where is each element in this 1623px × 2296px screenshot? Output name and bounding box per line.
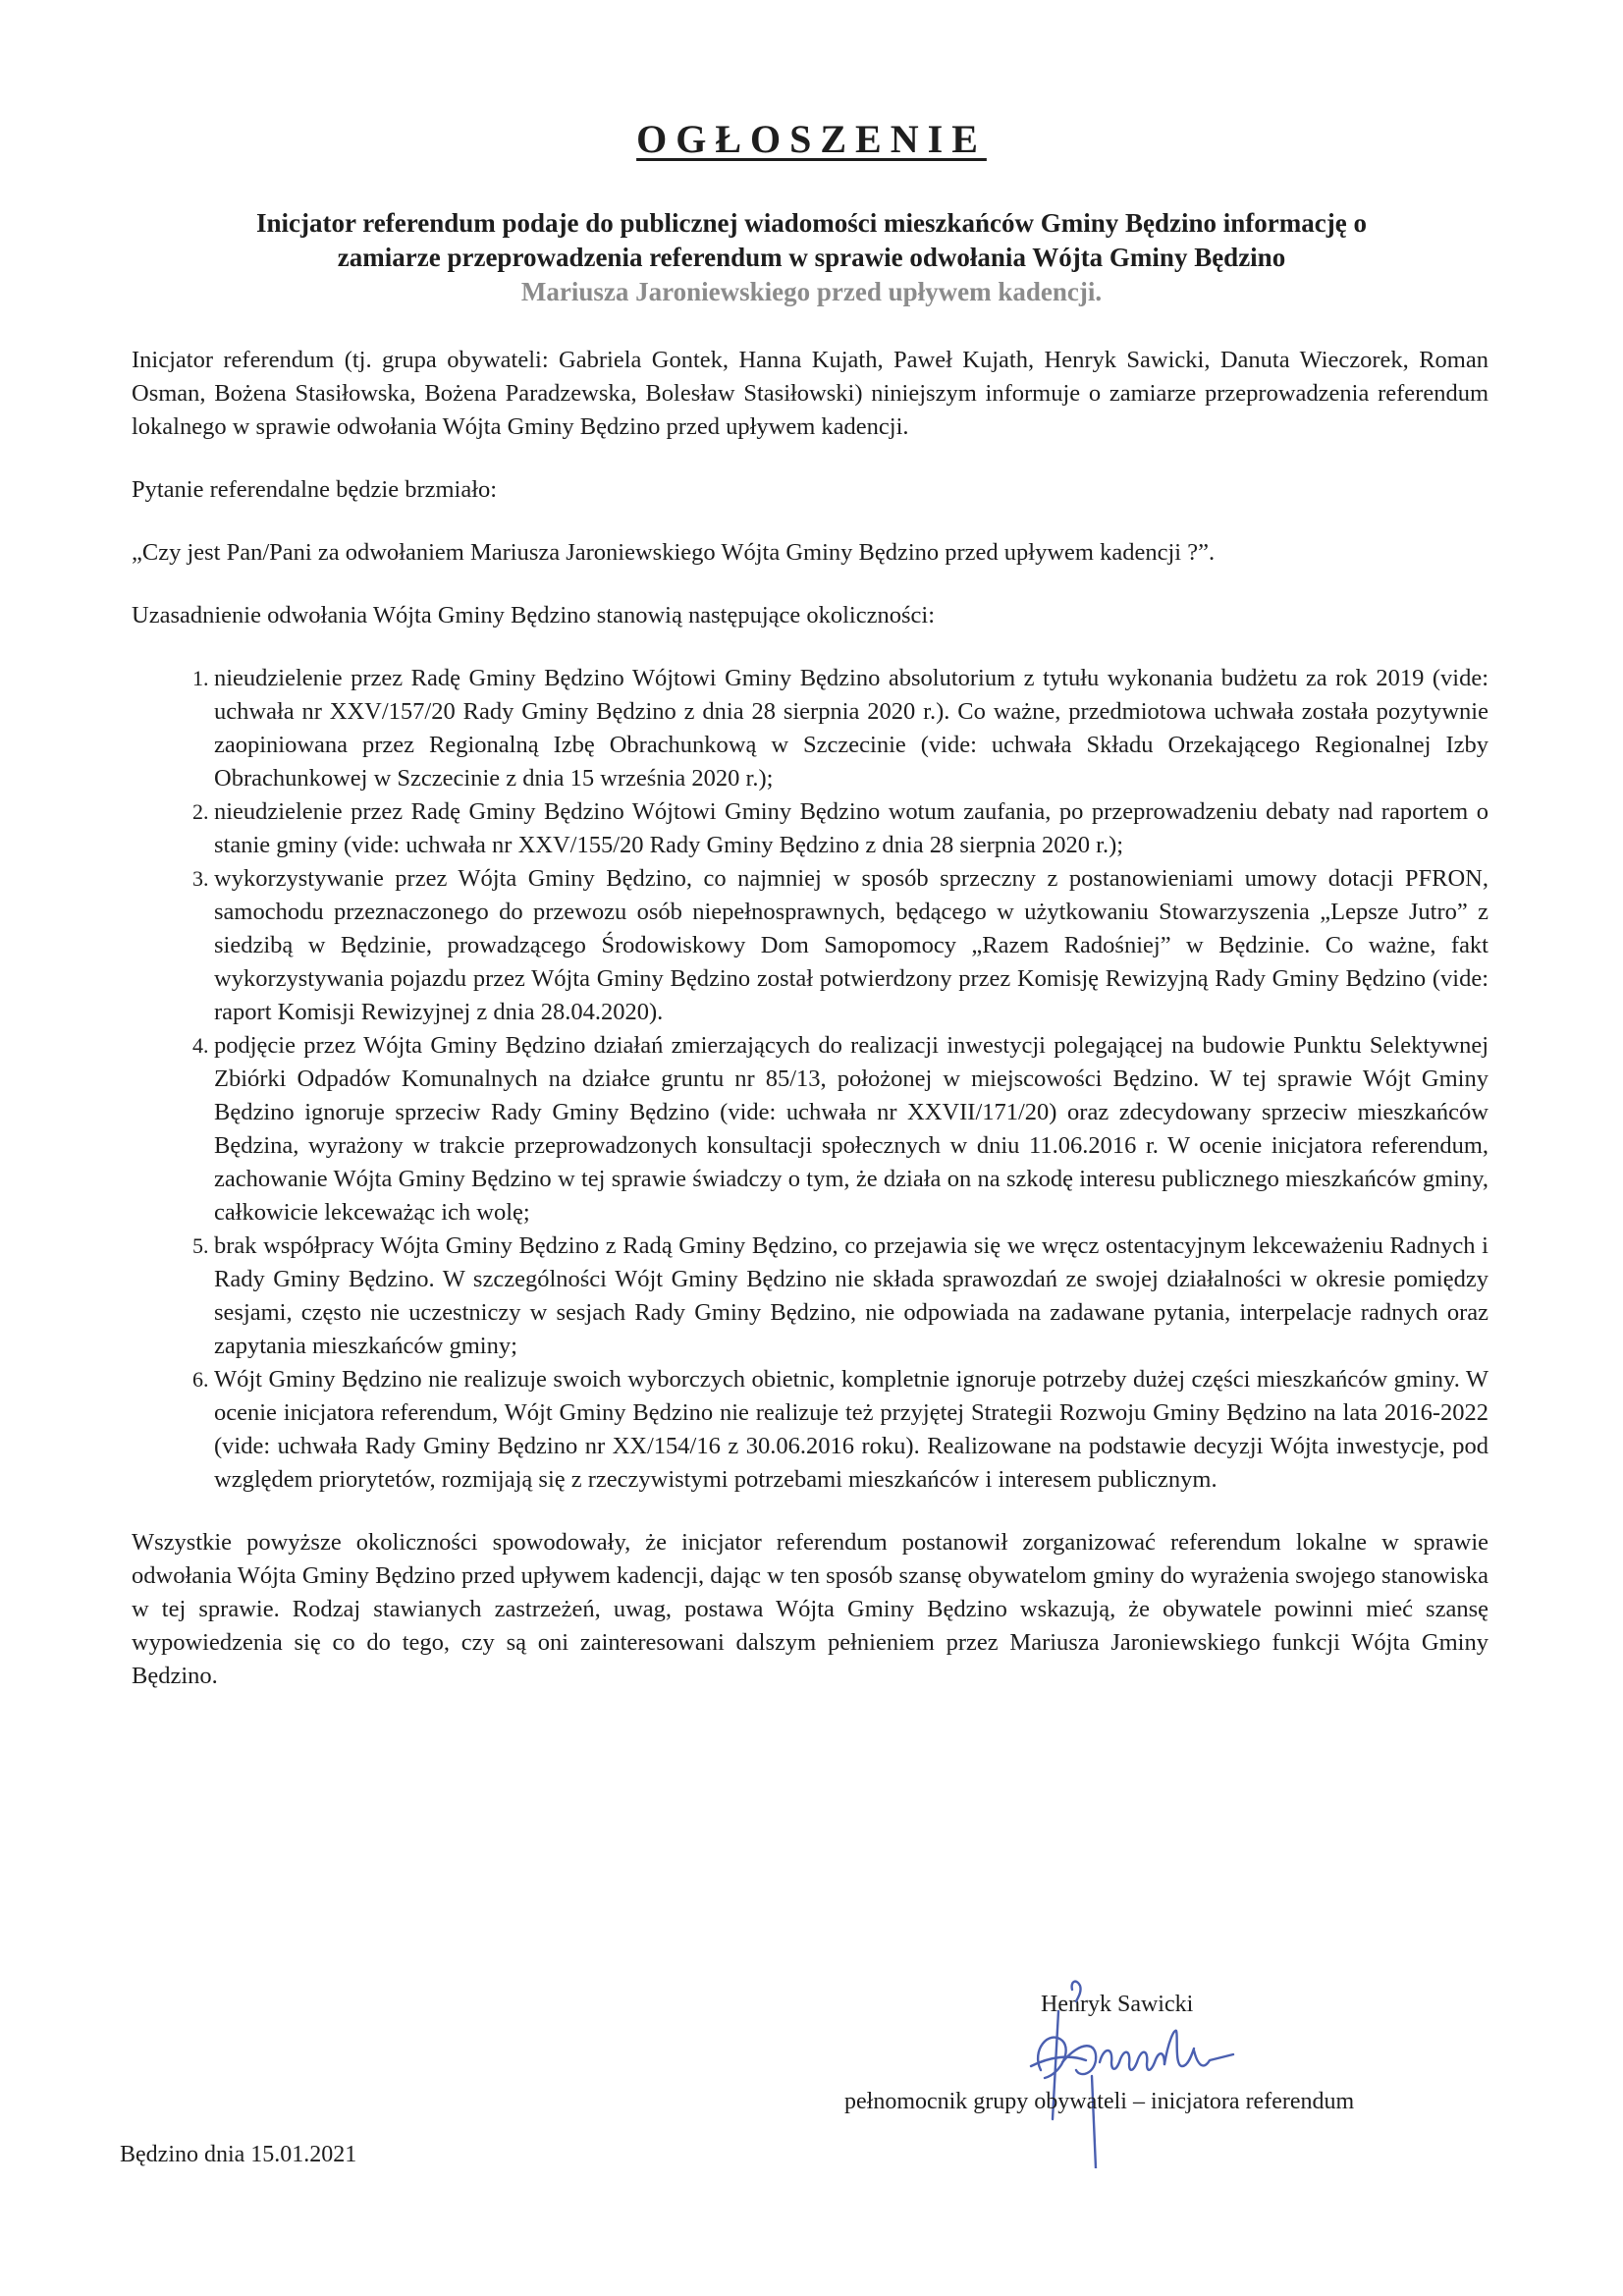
signatory-role: pełnomocnik grupy obywateli – inicjatora referendum [844, 2089, 1355, 2114]
reason-item: 5. brak współpracy Wójta Gminy Będzino z Radą Gminy Będzino, co przejawia się we wręcz ostentacyjnym lekceważeniu Radnych i Rady Gminy Będzino. W szczególności Wójt Gminy Będzino nie składa sprawozdań ze swojej działalności w okresie pomiędzy sesjami, często nie uczestniczy w sesjach Rady Gminy Będzino, nie odpowiada na zadawane pytania, interpelacje radnych oraz zapytania mieszkańców gminy; [214, 1230, 1488, 1363]
reason-item: 3. wykorzystywanie przez Wójta Gminy Będzino, co najmniej w sposób sprzeczny z postanowieniami umowy dotacji PFRON, samochodu przeznaczonego do przewozu osób niepełnosprawnych, będącego w użytkowaniu Stowarzyszenia „Lepsze Jutro” z siedzibą w Będzinie, prowadzącego Środowiskowy Dom Samopomocy „Razem Radośniej” w Będzinie. Co ważne, fakt wykorzystywania pojazdu przez Wójta Gminy Będzino został potwierdzony przez Komisję Rewizyjną Rady Gminy Będzino (vide: raport Komisji Rewizyjnej z dnia 28.04.2020). [214, 862, 1488, 1029]
question-lead: Pytanie referendalne będzie brzmiało: [132, 476, 498, 503]
document-title: OGŁOSZENIE [636, 117, 987, 161]
handwritten-signature [1001, 1972, 1257, 2168]
reason-item: 4. podjęcie przez Wójta Gminy Będzino działań zmierzających do realizacji inwestycji polegającej na budowie Punktu Selektywnej Zbiórki Odpadów Komunalnych na działce gruntu nr 85/13, położonej w miejscowości Będzino. W tej sprawie Wójt Gminy Będzino ignoruje sprzeciw Rady Gminy Będzino (vide: uchwała nr XXVII/171/20) oraz zdecydowany sprzeciw mieszkańców Będzina, wyrażony w trakcie przeprowadzonych konsultacji społecznych w dniu 11.06.2016 r. W ocenie inicjatora referendum, zachowanie Wójta Gminy Będzino w tej sprawie świadczy o tym, że działa on na szkodę interesu publicznego mieszkańców gminy, całkowicie lekceważąc ich wolę; [214, 1029, 1488, 1230]
reason-item: 1. nieudzielenie przez Radę Gminy Będzino Wójtowi Gminy Będzino absolutorium z tytułu wykonania budżetu za rok 2019 (vide: uchwała nr XXV/157/20 Rady Gminy Będzino z dnia 28 sierpnia 2020 r.). Co ważne, przedmiotowa uchwała została pozytywnie zaopiniowana przez Regionalną Izbę Obrachunkową w Szczecinie (vide: uchwała Składu Orzekającego Regionalnej Izby Obrachunkowej w Szczecinie z dnia 15 września 2020 r.); [214, 662, 1488, 795]
intro-paragraph: Inicjator referendum (tj. grupa obywateli: Gabriela Gontek, Hanna Kujath, Paweł Kujath, Henryk Sawicki, Danuta Wieczorek, Roman Osman, Bożena Stasiłowska, Bożena Paradzewska, Bolesław Stasiłowski) niniejszym informuje o zamiarze przeprowadzenia referendum lokalnego w sprawie odwołania Wójta Gminy Będzino przed upływem kadencji. [132, 347, 1488, 440]
document-date: Będzino dnia 15.01.2021 [120, 2142, 357, 2167]
reason-item: 2. nieudzielenie przez Radę Gminy Będzino Wójtowi Gminy Będzino wotum zaufania, po przeprowadzeniu debaty nad raportem o stanie gminy (vide: uchwała nr XXV/155/20 Rady Gminy Będzino z dnia 28 sierpnia 2020 r.); [214, 795, 1488, 862]
subtitle-line: zamiarze przeprowadzenia referendum w sprawie odwołania Wójta Gminy Będzino [337, 243, 1286, 272]
document-subtitle [172, 206, 1451, 309]
subtitle-line-faded: Mariusza Jaroniewskiego przed upływem kadencji. [520, 277, 1103, 306]
reasons-lead: Uzasadnienie odwołania Wójta Gminy Będzino stanowią następujące okoliczności: [132, 602, 936, 629]
document-body [132, 344, 1488, 1693]
signatory-name: Henryk Sawicki [1041, 1992, 1194, 2017]
referendum-question: „Czy jest Pan/Pani za odwołaniem Mariusza Jaroniewskiego Wójta Gminy Będzino przed upływem kadencji ?”. [132, 539, 1216, 566]
signature-block [844, 1992, 1434, 2149]
reasons-list [132, 662, 1488, 1497]
subtitle-line: Inicjator referendum podaje do publicznej wiadomości mieszkańców Gminy Będzino informację o [256, 208, 1367, 238]
reason-item: 6. Wójt Gminy Będzino nie realizuje swoich wyborczych obietnic, kompletnie ignoruje potrzeby dużej części mieszkańców gminy. W ocenie inicjatora referendum, Wójt Gminy Będzino nie realizuje też przyjętej Strategii Rozwoju Gminy Będzino na lata 2016-2022 (vide: uchwała Rady Gminy Będzino nr XX/154/16 z 30.06.2016 roku). Realizowane na podstawie decyzji Wójta inwestycje, pod względem priorytetów, rozmijają się z rzeczywistymi potrzebami mieszkańców i interesem publicznym. [214, 1363, 1488, 1497]
conclusion-paragraph: Wszystkie powyższe okoliczności spowodowały, że inicjator referendum postanowił zorganizować referendum lokalne w sprawie odwołania Wójta Gminy Będzino przed upływem kadencji, dając w ten sposób szansę obywatelom gminy do wyrażenia swojego stanowiska w tej sprawie. Rodzaj stawianych zastrzeżeń, uwag, postawa Wójta Gminy Będzino wskazują, że obywatele powinni mieć szansę wypowiedzenia się co do tego, czy są oni zainteresowani dalszym pełnieniem przez Mariusza Jaroniewskiego funkcji Wójta Gminy Będzino. [132, 1529, 1488, 1689]
